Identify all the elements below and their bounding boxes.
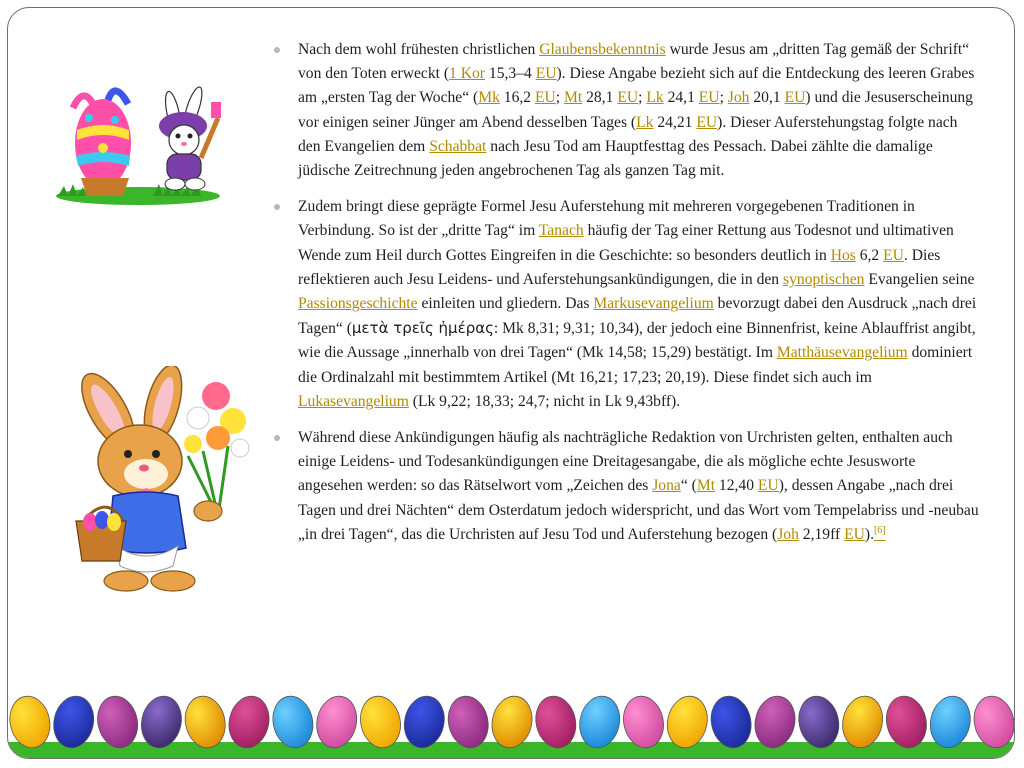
- text-run: 12,40: [715, 477, 758, 495]
- easter-bunny-with-flowers-clipart: [68, 366, 258, 596]
- wiki-link[interactable]: EU: [617, 89, 639, 107]
- wiki-link[interactable]: 1 Kor: [449, 65, 485, 83]
- text-run: (Lk 9,22; 18,33; 24,7; nicht in Lk 9,43bff).: [408, 392, 681, 410]
- wiki-link[interactable]: Glaubensbekenntnis: [539, 41, 666, 58]
- text-run: Evangelien seine: [864, 270, 975, 288]
- wiki-link[interactable]: Joh: [727, 89, 750, 107]
- wiki-link[interactable]: Passionsgeschichte: [298, 295, 418, 313]
- wiki-link[interactable]: EU: [844, 525, 865, 543]
- wiki-link[interactable]: synoptischen: [783, 270, 865, 288]
- wiki-link[interactable]: Schabbat: [429, 137, 487, 155]
- wiki-link[interactable]: Lukasevangelium: [298, 392, 409, 410]
- greek-text: μετὰ τρεῖς ἡμέρας: [351, 319, 494, 338]
- wiki-link[interactable]: Joh: [777, 525, 799, 543]
- text-run: ). Diese Angabe bezieht sich auf die Entdeckung des leeren Grabes am „ersten Tag der Woche“ (: [298, 65, 975, 107]
- text-run: 20,1: [749, 89, 785, 107]
- text-run: ), dessen Angabe „nach drei Tagen und drei Nächten“ dem Osterdatum jedoch widerspricht, und das Wort vom Tempelabriss und -neubau „in drei Tagen“, das die Urchristen auf Jesu Tod und Auferstehung bezogen (: [298, 477, 979, 543]
- bullet-list: [270, 38, 980, 559]
- text-run: ;: [719, 89, 728, 107]
- text-run: ;: [638, 89, 647, 107]
- text-run: ) und die Jesuserscheinung vor einigen seiner Jünger am Abend desselben Tages (: [298, 89, 973, 131]
- wiki-link[interactable]: EU: [535, 65, 557, 83]
- wiki-link[interactable]: Mk: [478, 89, 500, 107]
- text-run: dominiert die Ordinalzahl mit bestimmtem Artikel (Mt 16,21; 17,23; 20,19). Diese findet sich auch im: [298, 344, 973, 386]
- bullet-item: [270, 38, 980, 183]
- text-run: ;: [555, 89, 565, 107]
- wiki-link[interactable]: EU: [534, 89, 556, 107]
- text-run: einleiten und gliedern. Das: [417, 295, 594, 313]
- text-run: 6,2: [855, 246, 884, 264]
- wiki-link[interactable]: Lk: [646, 89, 664, 107]
- wiki-link[interactable]: Matthäusevangelium: [776, 344, 908, 362]
- text-run: wurde Jesus am „dritten Tag gemäß der Schrift“ von den Toten erweckt (: [298, 41, 970, 83]
- easter-eggs-border: [8, 676, 1015, 759]
- wiki-link[interactable]: EU: [784, 89, 806, 107]
- text-run: 24,21: [653, 113, 697, 131]
- bullet-item: [270, 195, 980, 414]
- wiki-link[interactable]: Tanach: [538, 222, 584, 240]
- slide-frame: [7, 7, 1015, 759]
- text-run: ). Dieser Auferstehungstag folgte nach den Evangelien dem: [298, 113, 958, 155]
- text-run: 2,19ff: [798, 525, 845, 543]
- text-run: 24,1: [663, 89, 699, 107]
- wiki-link[interactable]: [874, 526, 886, 543]
- wiki-link[interactable]: Markusevangelium: [593, 295, 714, 313]
- wiki-link[interactable]: Hos: [830, 246, 856, 264]
- wiki-link[interactable]: Lk: [636, 113, 654, 131]
- text-run: 16,2: [499, 89, 535, 107]
- text-run: Während diese Ankündigungen häufig als nachträgliche Redaktion von Urchristen gelten, enthalten auch einige Leidens- und Todesankündigungen eine Dreitagesangabe, die als mögliche echte Jesusworte angesehen werden: so das Rätselwort vom „Zeichen des: [298, 429, 953, 495]
- text-run: : Mk 8,31; 9,31; 10,34), der jedoch eine Binnenfrist, keine Ablauffrist angibt, wie die Aussage „innerhalb von drei Tagen“ (Mk 14,58; 15,29) bestätigt. Im: [298, 320, 976, 362]
- text-run: ).: [864, 525, 874, 543]
- text-run: . Dies reflektieren auch Jesu Leidens- und Auferstehungsankündigungen, die in den: [298, 246, 941, 288]
- text-run: häufig der Tag einer Rettung aus Todesnot und ultimativen Wende zum Heil durch Gottes Eingreifen in die Geschichte: so besonders deutlich in: [298, 222, 954, 264]
- wiki-link[interactable]: EU: [757, 477, 779, 495]
- text-run: bevorzugt dabei den Ausdruck „nach drei Tagen“ (: [298, 295, 977, 338]
- wiki-link[interactable]: EU: [883, 246, 904, 264]
- text-run: 28,1: [582, 89, 618, 107]
- wiki-link[interactable]: EU: [698, 89, 720, 107]
- bullet-item: [270, 426, 980, 547]
- wiki-link[interactable]: Jona: [652, 477, 681, 495]
- text-run: “ (: [680, 477, 697, 495]
- wiki-link[interactable]: EU: [696, 113, 718, 131]
- wiki-link[interactable]: Mt: [564, 89, 583, 107]
- text-run: 15,3–4: [485, 65, 536, 83]
- easter-bunny-painting-egg-clipart: [53, 78, 228, 208]
- text-run: Zudem bringt diese geprägte Formel Jesu Auferstehung mit mehreren vorgegebenen Traditionen in Verbindung. So ist der „dritte Tag“ im: [298, 198, 915, 240]
- wiki-link[interactable]: Mt: [696, 477, 716, 495]
- text-run: Nach dem wohl frühesten christlichen: [298, 41, 540, 58]
- footnote-ref[interactable]: [6]: [873, 524, 886, 536]
- text-run: nach Jesu Tod am Hauptfesttag des Pessach. Dabei zählte die damalige jüdische Zeitrechnung jeden angebrochenen Tag als ganzen Tag mit.: [298, 137, 933, 180]
